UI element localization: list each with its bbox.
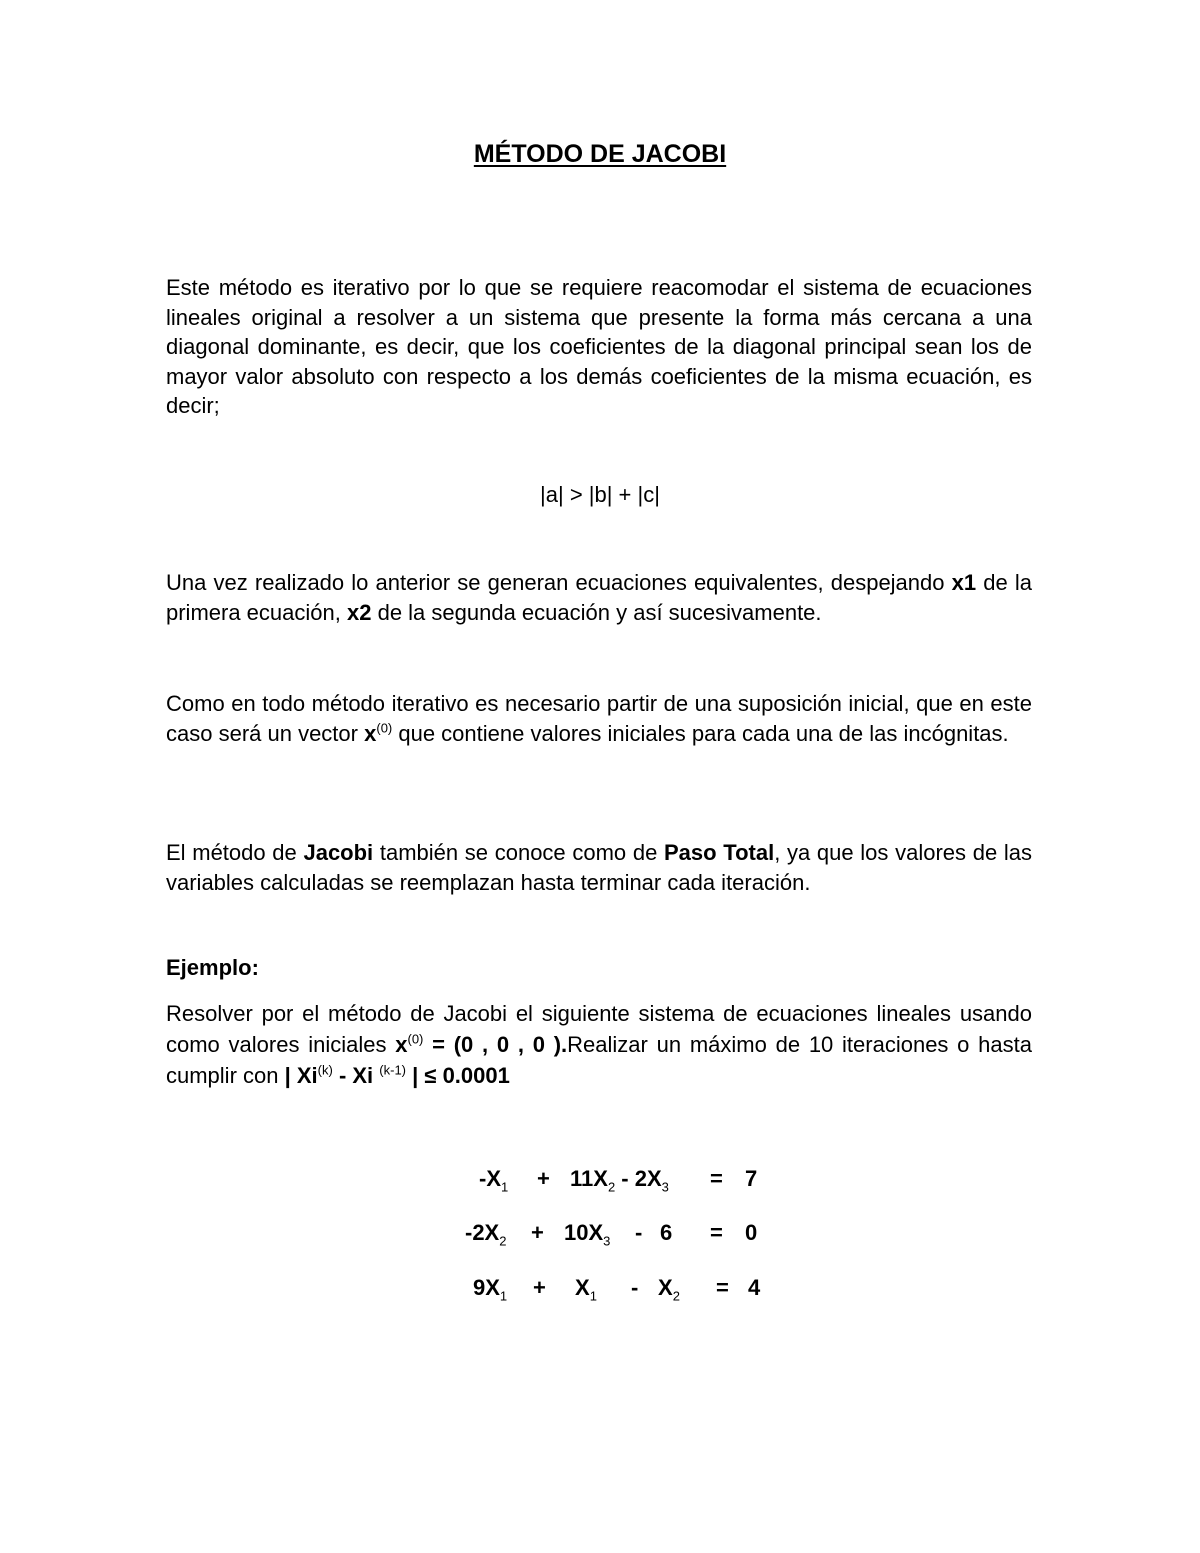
- variable-x2: x2: [346, 599, 372, 625]
- initial-vector: x: [364, 720, 377, 746]
- paragraph-initial-guess: Como en todo método iterativo es necesario partir de una suposición inicial, que en este caso será un vector $x^{(0)}$ que contiene valores iniciales para cada una de las incógnitas.: [166, 691, 1032, 746]
- paragraph-intro: Este método es iterativo por lo que se requiere reacomodar el sistema de ecuaciones lineales original a resolver a un sistema que presente la forma más cercana a una diagonal dominante, es decir, que los coeficientes de la diagonal principal sean los de mayor valor absoluto con respecto a los demás coeficientes de la misma ecuación, es decir;: [166, 275, 1032, 418]
- equation-row-3: $9X_1$ + $X_1$ - $X_2$ = 4: [473, 1275, 761, 1304]
- paragraph-equivalent-equations: Una vez realizado lo anterior se generan ecuaciones equivalentes, despejando x1 de la primera ecuación, x2 de la segunda ecuación y así sucesivamente.: [166, 570, 1032, 625]
- paragraph-example-statement: Resolver por el método de Jacobi el siguiente sistema de ecuaciones lineales usando como valores iniciales $x^{(0)} = (0$ , 0 , 0 ).Realizar un máximo de 10 iteraciones o hasta cumplir con | Xi$^{(k)}$ - Xi $^{(k-1)}$ | ≤ 0.0001: [166, 1001, 1032, 1088]
- example-heading: Ejemplo:: [166, 955, 259, 980]
- diagonal-dominance-inequality: |a| > |b| + |c|: [540, 482, 660, 507]
- page-title: MÉTODO DE JACOBI: [473, 140, 727, 168]
- term-paso-total: Paso Total: [664, 840, 775, 865]
- equation-row-2: $-2X_2$ + $10X_3$ - 6 = 0: [465, 1220, 758, 1249]
- equation-row-1: $-X_1$ + $11X_2 - 2X_3$ = 7: [479, 1166, 758, 1195]
- term-jacobi: Jacobi: [303, 840, 374, 865]
- variable-x1: x1: [951, 570, 977, 595]
- paragraph-paso-total: El método de Jacobi también se conoce como de Paso Total, ya que los valores de las variables calculadas se reemplazan hasta terminar cada iteración.: [166, 840, 1032, 895]
